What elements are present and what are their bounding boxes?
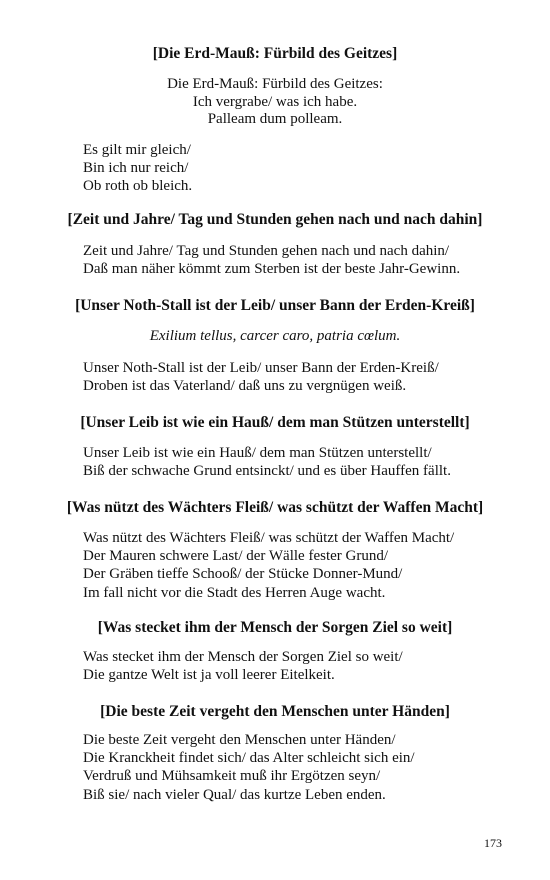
verse-line: Der Mauren schwere Last/ der Wälle fester Grund/: [83, 548, 389, 565]
latin-motto: [0, 327, 550, 345]
verse-line: Was nützt des Wächters Fleiß/ was schützt der Waffen Macht/: [83, 530, 455, 546]
motto-line: Die Erd-Mauß: Fürbild des Geitzes:: [167, 76, 383, 92]
verse-line: Biß sie/ nach vieler Qual/ das kurtze Leben enden.: [83, 786, 386, 803]
verse-line: Daß man näher kömmt zum Sterben ist der beste Jahr-Gewinn.: [83, 261, 461, 278]
verse-line: Die beste Zeit vergeht den Menschen unter Händen/: [83, 732, 396, 748]
verse-line: Droben ist das Vaterland/ daß uns zu vergnügen weiß.: [83, 378, 407, 395]
verse-line: Die gantze Welt ist ja voll leerer Eitelkeit.: [83, 667, 335, 684]
poem-verse: [83, 731, 523, 804]
poem-section: [0, 211, 550, 229]
verse-line: Im fall nicht vor die Stadt des Herren Auge wacht.: [83, 584, 386, 601]
emblem-motto: [0, 76, 550, 129]
verse-line: Unser Leib ist wie ein Hauß/ dem man Stützen unterstellt/: [83, 445, 432, 461]
poem-section: [0, 297, 550, 315]
verse-line: Die Kranckheit findet sich/ das Alter schleicht sich ein/: [83, 750, 415, 767]
poem-section: [0, 703, 550, 721]
poem-verse: [83, 648, 523, 684]
verse-line: Es gilt mir gleich/: [83, 142, 191, 158]
poem-verse: [83, 141, 523, 196]
poem-heading: [Unser Leib ist wie ein Hauß/ dem man Stützen unterstellt]: [80, 414, 470, 431]
poem-section: [0, 414, 550, 432]
verse-line: Zeit und Jahre/ Tag und Stunden gehen nach und nach dahin/: [83, 243, 450, 259]
poem-section: [0, 45, 550, 63]
motto-latin: Palleam dum polleam.: [207, 111, 343, 127]
motto-line: Ich vergrabe/ was ich habe.: [192, 93, 358, 110]
poem-section: [0, 499, 550, 517]
poem-heading: [Was stecket ihm der Mensch der Sorgen Ziel so weit]: [97, 619, 453, 636]
poem-heading: [Die Erd-Mauß: Fürbild des Geitzes]: [152, 45, 398, 62]
poem-heading: [Zeit und Jahre/ Tag und Stunden gehen nach und nach dahin]: [67, 211, 483, 228]
poem-verse: [83, 359, 523, 395]
verse-line: Verdruß und Mühsamkeit muß ihr Ergötzen seyn/: [83, 768, 381, 785]
verse-line: Der Gräben tieffe Schooß/ der Stücke Donner-Mund/: [83, 566, 403, 583]
motto-latin: Exilium tellus, carcer caro, patria cœlum.: [149, 328, 401, 344]
verse-line: Was stecket ihm der Mensch der Sorgen Ziel so weit/: [83, 649, 403, 665]
poem-verse: [83, 529, 523, 602]
poem-verse: [83, 242, 523, 278]
poem-heading: [Was nützt des Wächters Fleiß/ was schützt der Waffen Macht]: [66, 499, 484, 516]
verse-line: Bin ich nur reich/: [83, 160, 189, 177]
poem-heading: [Unser Noth-Stall ist der Leib/ unser Bann der Erden-Kreiß]: [75, 297, 475, 314]
page-number: 173: [484, 836, 502, 850]
verse-line: Unser Noth-Stall ist der Leib/ unser Bann der Erden-Kreiß/: [83, 360, 439, 376]
poem-heading: [Die beste Zeit vergeht den Menschen unter Händen]: [100, 703, 450, 720]
poem-verse: [83, 444, 523, 480]
verse-line: Biß der schwache Grund entsinckt/ und es über Hauffen fällt.: [83, 463, 451, 480]
verse-line: Ob roth ob bleich.: [83, 178, 193, 195]
poem-section: [0, 619, 550, 637]
